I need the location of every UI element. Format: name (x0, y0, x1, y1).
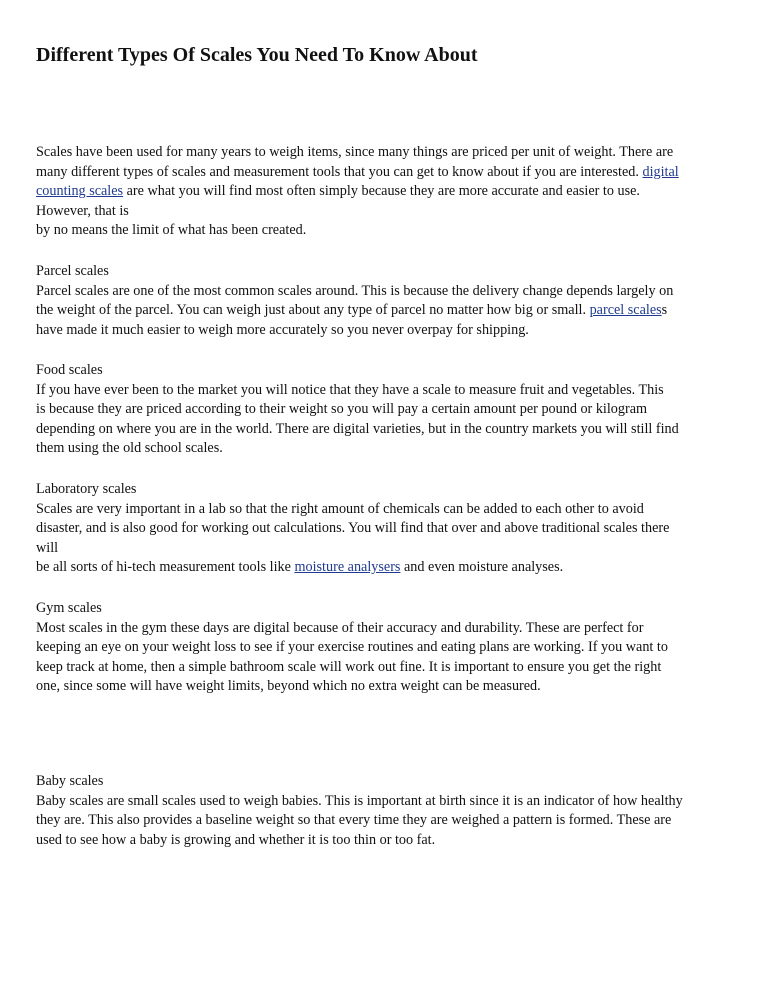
intro-line-1: Scales have been used for many years to weigh items, since many things are priced per unit of weight. There are (36, 144, 674, 160)
parcel-heading: Parcel scales (36, 263, 109, 279)
food-line-1: If you have ever been to the market you will notice that they have a scale to measure fruit and vegetables. This (36, 381, 664, 398)
gym-heading: Gym scales (36, 600, 102, 616)
page-title: Different Types Of Scales You Need To Know About (36, 44, 478, 66)
parcel-line-2 (36, 301, 736, 321)
baby-heading: Baby scales (36, 773, 104, 789)
intro-line-3-text: are what you will find most often simply because they are more accurate and easier to use. (123, 183, 640, 200)
gym-line-2: keeping an eye on your weight loss to see if your exercise routines and eating plans are working. If you want to (36, 639, 668, 656)
laboratory-section (36, 480, 736, 578)
baby-section (36, 772, 736, 850)
gym-line-4: one, since some will have weight limits, beyond which no extra weight can be measured. (36, 678, 541, 695)
intro-line-2 (36, 163, 736, 183)
parcel-line-2-text: the weight of the parcel. You can weigh just about any type of parcel no matter how big or small. (36, 302, 590, 319)
intro-line-4: However, that is (36, 202, 129, 219)
parcel-line-1: Parcel scales are one of the most common scales around. This is because the delivery change depends largely on (36, 282, 674, 299)
laboratory-line-3: will (36, 539, 59, 556)
baby-line-3: used to see how a baby is growing and whether it is too thin or too fat. (36, 831, 436, 848)
parcel-section (36, 262, 736, 340)
intro-line-3 (36, 182, 736, 202)
parcel-line-2-suffix: s (661, 302, 668, 319)
baby-line-1: Baby scales are small scales used to weigh babies. This is important at birth since it is an indicator of how healthy (36, 792, 683, 809)
food-heading: Food scales (36, 362, 103, 378)
intro-line-5: by no means the limit of what has been created. (36, 222, 307, 239)
gym-line-1: Most scales in the gym these days are digital because of their accuracy and durability. These are perfect for (36, 619, 644, 636)
laboratory-line-1: Scales are very important in a lab so that the right amount of chemicals can be added to each other to avoid (36, 500, 644, 517)
food-line-3: depending on where you are in the world. There are digital varieties, but in the country markets you will still find (36, 420, 679, 437)
laboratory-line-2: disaster, and is also good for working out calculations. You will find that over and above traditional scales there (36, 520, 670, 537)
gym-line-3: keep track at home, then a simple bathroom scale will work out fine. It is important to ensure you get the right (36, 658, 662, 675)
gym-section (36, 599, 736, 697)
laboratory-line-4-suffix: and even moisture analyses. (400, 559, 564, 576)
intro-line-2-text: many different types of scales and measurement tools that you can get to know about if you are interested. (36, 163, 643, 180)
laboratory-heading: Laboratory scales (36, 481, 137, 497)
food-section (36, 361, 736, 459)
intro-paragraph (36, 143, 736, 241)
parcel-line-3: have made it much easier to weigh more accurately so you never overpay for shipping. (36, 321, 529, 338)
laboratory-line-4-text: be all sorts of hi-tech measurement tools like (36, 559, 295, 576)
food-line-2: is because they are priced according to their weight so you will pay a certain amount per pound or kilogram (36, 401, 648, 418)
parcel-scales-link[interactable]: parcel scales (589, 302, 662, 319)
digital-counting-scales-link[interactable]: digital (642, 163, 679, 180)
digital-counting-scales-link-cont[interactable]: counting scales (36, 183, 124, 200)
laboratory-line-4 (36, 558, 736, 578)
food-line-4: them using the old school scales. (36, 440, 223, 457)
moisture-analysers-link[interactable]: moisture analysers (294, 559, 401, 576)
baby-line-2: they are. This also provides a baseline weight so that every time they are weighed a pattern is formed. These are (36, 812, 672, 829)
